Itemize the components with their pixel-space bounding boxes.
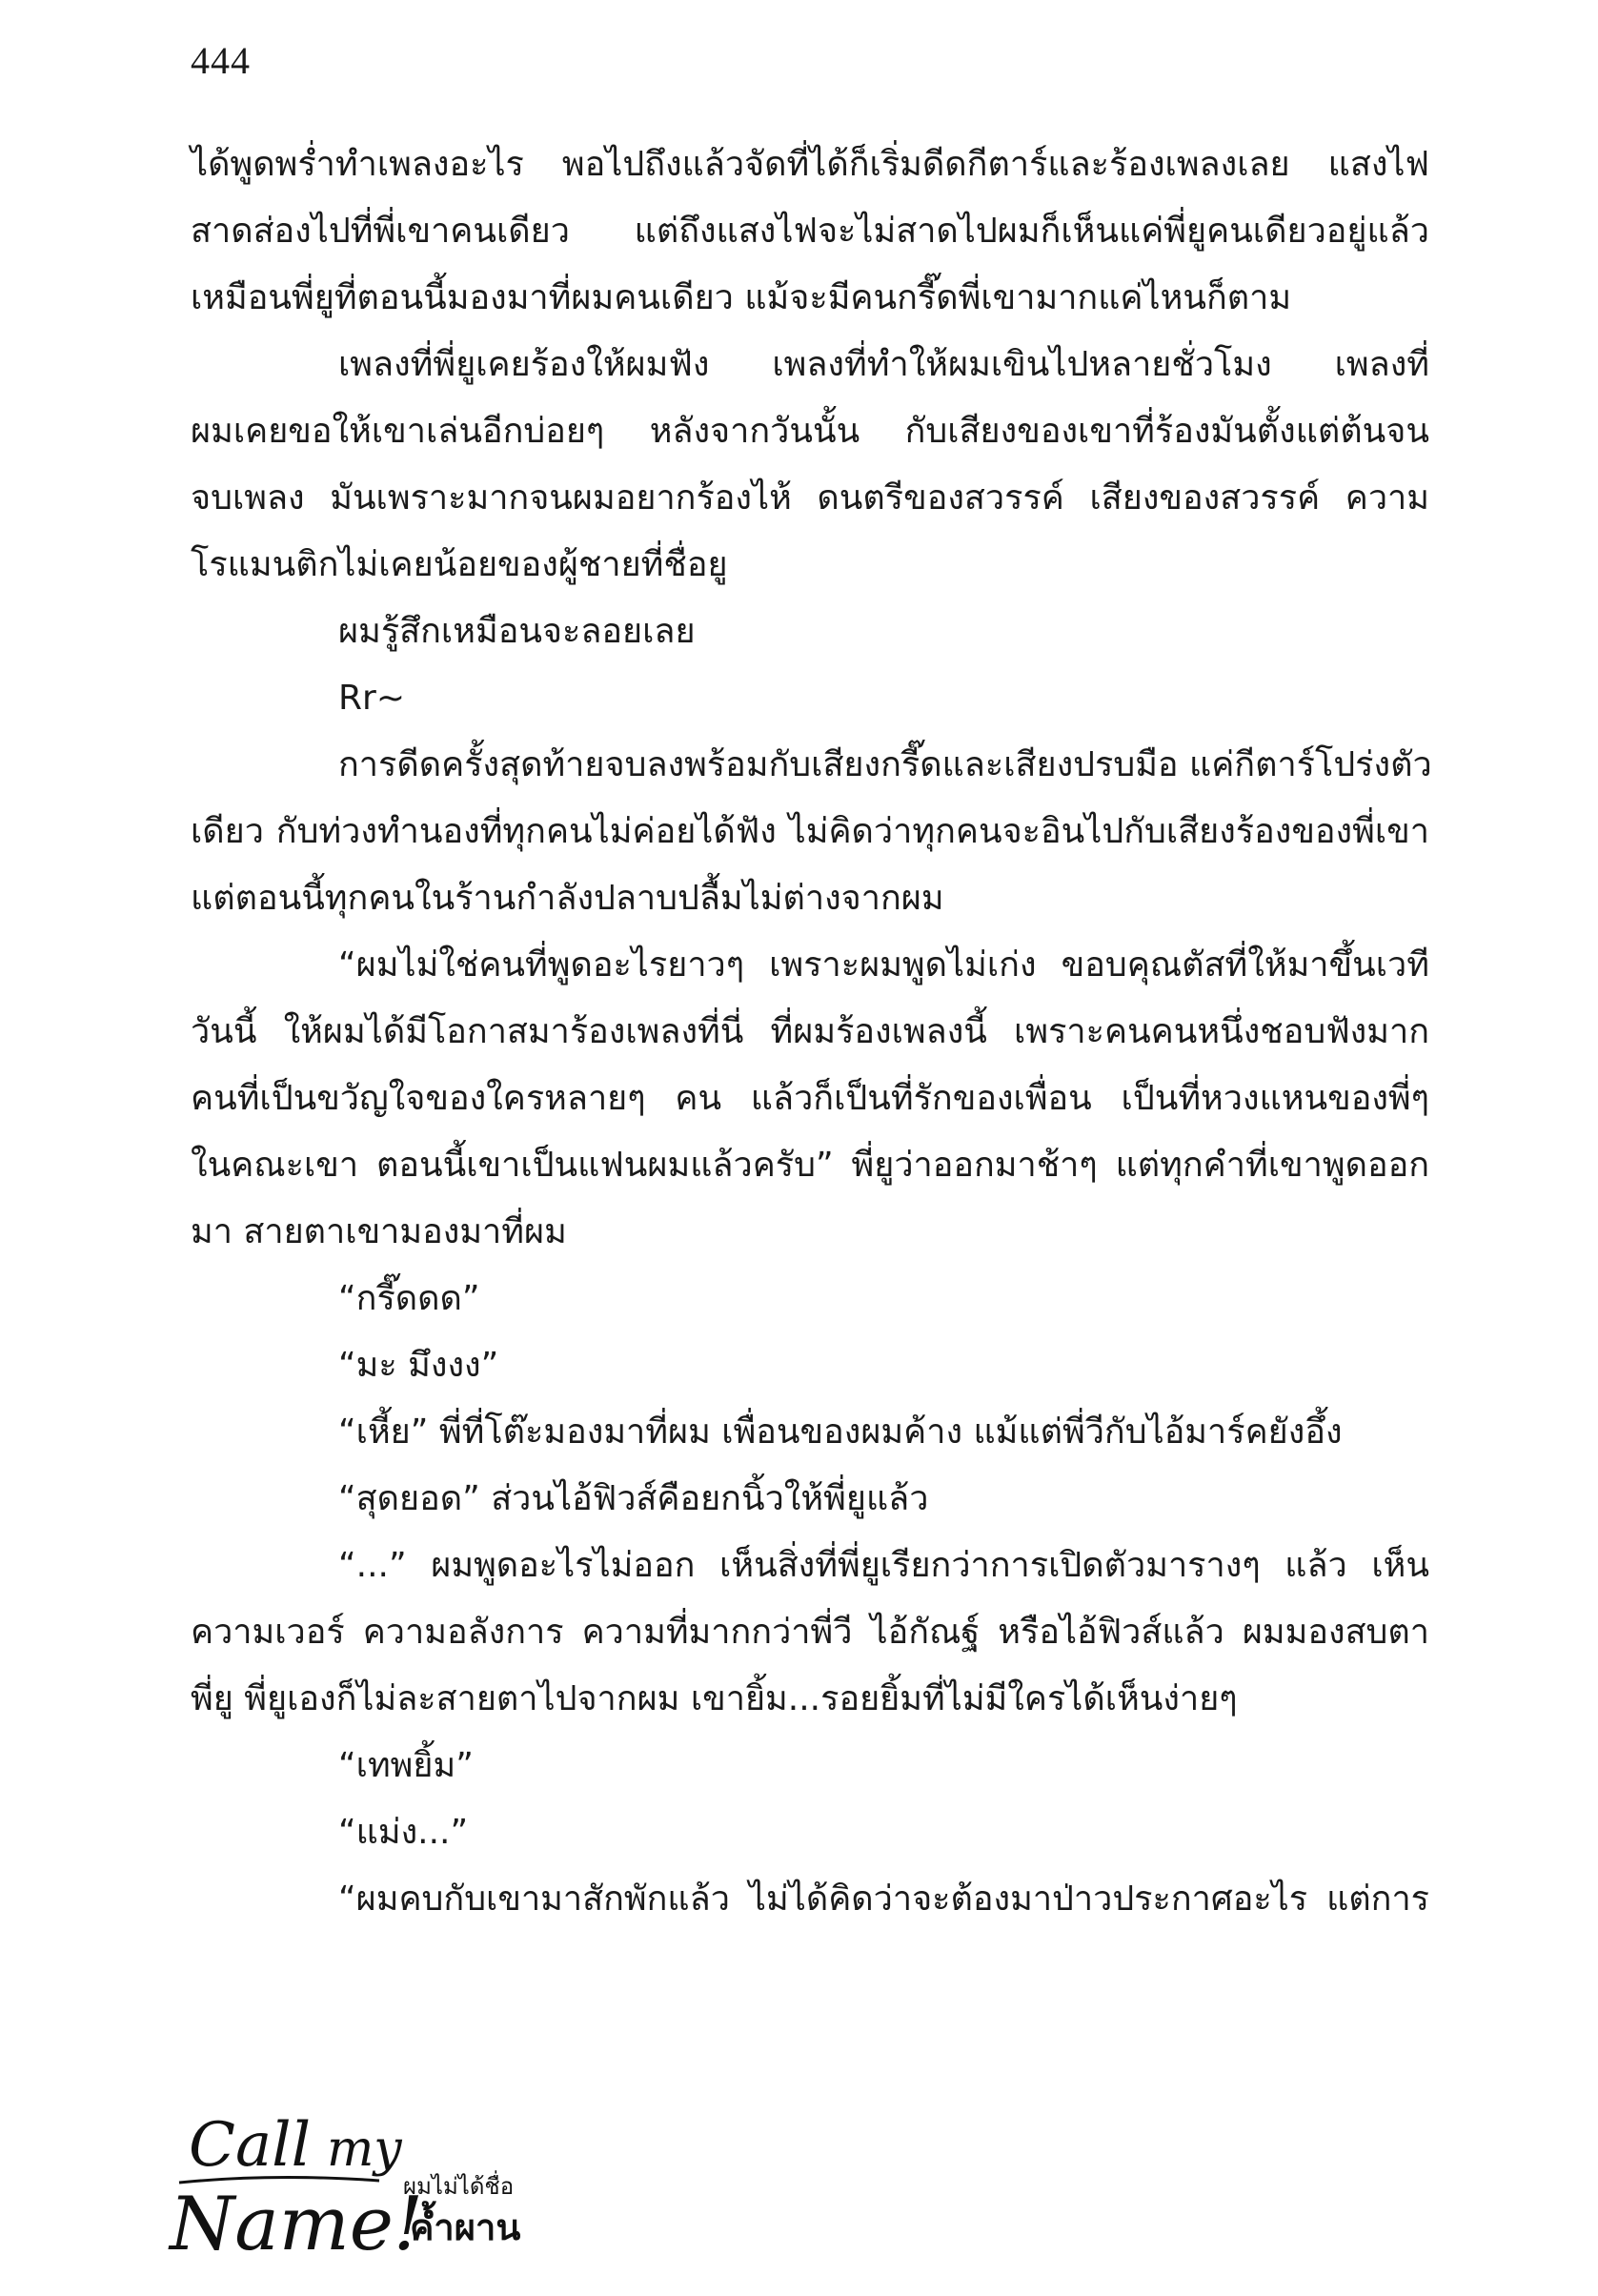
text-line: Rr~ xyxy=(338,679,405,718)
text-line: การดีดครั้งสุดท้ายจบลงพร้อมกับเสียงกรี๊ดและเสียงปรบมือ แค่กีตาร์โปร่งตัว xyxy=(338,745,1432,784)
logo-title-call: Call xyxy=(189,2110,312,2181)
book-logo xyxy=(160,2106,570,2268)
text-line: “ผมไม่ใช่คนที่พูดอะไรยาวๆ เพราะผมพูดไม่เก่ง ขอบคุณตัสที่ให้มาขึ้นเวที xyxy=(338,945,1429,985)
text-line: “กรี๊ดดด” xyxy=(338,1279,480,1318)
text-line: เพลงที่พี่ยูเคยร้องให้ผมฟัง เพลงที่ทำให้ผมเขินไปหลายชั่วโมง เพลงที่ xyxy=(338,345,1429,384)
text-line: “เทพยิ้ม” xyxy=(338,1746,474,1785)
text-line: เหมือนพี่ยูที่ตอนนี้มองมาที่ผมคนเดียว แม้จะมีคนกรี๊ดพี่เขามากแค่ไหนก็ตาม xyxy=(191,278,1292,317)
text-line: ผมรู้สึกเหมือนจะลอยเลย xyxy=(338,612,696,651)
text-line: มา สายตาเขามองมาที่ผม xyxy=(191,1212,567,1251)
text-line: “...” ผมพูดอะไรไม่ออก เห็นสิ่งที่พี่ยูเรียกว่าการเปิดตัวมารางๆ แล้ว เห็น xyxy=(338,1546,1429,1585)
text-line: “ผมคบกับเขามาสักพักแล้ว ไม่ได้คิดว่าจะต้องมาป่าวประกาศอะไร แต่การ xyxy=(338,1879,1429,1919)
text-line: “สุดยอด” ส่วนไอ้ฟิวส์คือยกนิ้วให้พี่ยูแล้ว xyxy=(338,1479,929,1518)
text-line: ในคณะเขา ตอนนี้เขาเป็นแฟนผมแล้วครับ” พี่ยูว่าออกมาช้าๆ แต่ทุกคำที่เขาพูดออก xyxy=(191,1146,1429,1185)
text-line: คนที่เป็นขวัญใจของใครหลายๆ คน แล้วก็เป็นที่รักของเพื่อน เป็นที่หวงแหนของพี่ๆ xyxy=(191,1079,1429,1118)
text-line: ความเวอร์ ความอลังการ ความที่มากกว่าพี่วี ไอ้กัณฐ์ หรือไอ้ฟิวส์แล้ว ผมมองสบตา xyxy=(191,1613,1429,1652)
text-line: “มะ มึงงง” xyxy=(338,1346,499,1385)
text-line: ได้พูดพร่ำทำเพลงอะไร พอไปถึงแล้วจัดที่ได้ก็เริ่มดีดกีตาร์และร้องเพลงเลย แสงไฟ xyxy=(191,145,1429,184)
logo-subtitle-top: ผมไม่ได้ชื่อ xyxy=(403,2173,515,2200)
text-line: ผมเคยขอให้เขาเล่นอีกบ่อยๆ หลังจากวันนั้น กับเสียงของเขาที่ร้องมันตั้งแต่ต้นจน xyxy=(191,412,1429,451)
text-line: วันนี้ ให้ผมได้มีโอกาสมาร้องเพลงที่นี่ ที่ผมร้องเพลงนี้ เพราะคนคนหนึ่งชอบฟังมาก xyxy=(191,1012,1429,1051)
text-line: “แม่ง...” xyxy=(338,1813,469,1852)
page-number: 444 xyxy=(191,39,251,82)
text-line: โรแมนติกไม่เคยน้อยของผู้ชายที่ชื่อยู xyxy=(191,545,728,584)
logo-subtitle-bottom: ค้ำผาน xyxy=(410,2206,521,2248)
body-text xyxy=(191,132,1432,1933)
text-line: “เหี้ย” พี่ที่โต๊ะมองมาที่ผม เพื่อนของผมค้าง แม้แต่พี่วีกับไอ้มาร์คยังอึ้ง xyxy=(338,1412,1343,1452)
logo-title-my: my xyxy=(327,2121,402,2178)
text-line: จบเพลง มันเพราะมากจนผมอยากร้องไห้ ดนตรีของสวรรค์ เสียงของสวรรค์ ความ xyxy=(191,478,1429,518)
logo-title-name: Name! xyxy=(170,2182,424,2267)
text-line: แต่ตอนนี้ทุกคนในร้านกำลังปลาบปลื้มไม่ต่างจากผม xyxy=(191,879,944,918)
text-line: สาดส่องไปที่พี่เขาคนเดียว แต่ถึงแสงไฟจะไม่สาดไปผมก็เห็นแค่พี่ยูคนเดียวอยู่แล้ว xyxy=(191,212,1429,251)
text-line: เดียว กับท่วงทำนองที่ทุกคนไม่ค่อยได้ฟัง ไม่คิดว่าทุกคนจะอินไปกับเสียงร้องของพี่เขา xyxy=(191,812,1429,851)
text-line: พี่ยู พี่ยูเองก็ไม่ละสายตาไปจากผม เขายิ้ม...รอยยิ้มที่ไม่มีใครได้เห็นง่ายๆ xyxy=(191,1679,1238,1718)
